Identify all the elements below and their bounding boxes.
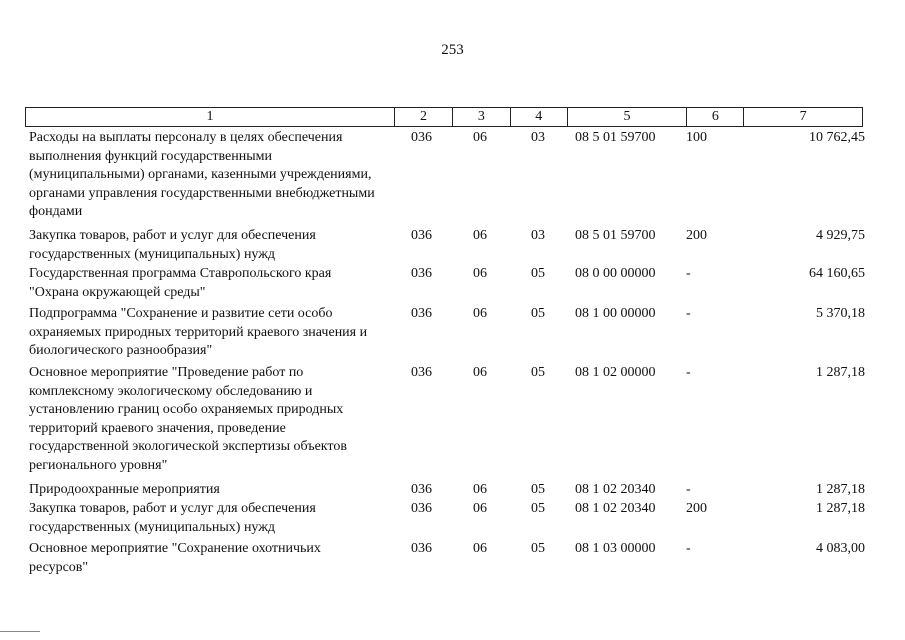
row-code-section: 06	[473, 501, 487, 516]
row-code-ministry: 036	[411, 501, 432, 516]
row-code-section: 06	[473, 130, 487, 145]
row-expense-type: -	[686, 541, 691, 556]
row-code-ministry: 036	[411, 365, 432, 380]
row-target-article: 08 1 02 00000	[575, 365, 656, 380]
row-description: Закупка товаров, работ и услуг для обеспечения государственных (муниципальных) нужд	[29, 501, 316, 535]
header-col-2: 2	[395, 108, 453, 126]
row-target-article: 08 5 01 59700	[575, 130, 656, 145]
row-amount: 1 287,18	[816, 482, 865, 497]
header-col-4: 4	[511, 108, 568, 126]
row-code-subsection: 05	[531, 541, 545, 556]
header-col-7: 7	[799, 109, 807, 124]
table-header	[25, 107, 863, 127]
row-amount: 1 287,18	[816, 501, 865, 516]
row-description: Основное мероприятие "Сохранение охотничьих ресурсов"	[29, 541, 321, 575]
row-description: Основное мероприятие "Проведение работ по комплексному экологическому обследованию и установлению границ особо охраняемых природных территорий краевого значения, проведение государственной экологической экспертизы объектов регионального уровня"	[29, 365, 347, 473]
row-code-subsection: 05	[531, 501, 545, 516]
row-description: Расходы на выплаты персоналу в целях обеспечения выполнения функций государственными (муниципальными) органами, казенными учреждениями, органами управления государственными внебюджетными фондами	[29, 130, 375, 219]
page-edge-mark	[0, 631, 40, 632]
row-code-section: 06	[473, 266, 487, 281]
row-code-ministry: 036	[411, 228, 432, 243]
row-expense-type: 200	[686, 228, 707, 243]
row-description: Подпрограмма "Сохранение и развитие сети особо охраняемых природных территорий краевого значения и биологического разнообразия"	[29, 306, 368, 358]
row-expense-type: -	[686, 482, 691, 497]
row-code-section: 06	[473, 228, 487, 243]
row-description: Закупка товаров, работ и услуг для обеспечения государственных (муниципальных) нужд	[29, 228, 316, 262]
row-expense-type: 200	[686, 501, 707, 516]
row-code-subsection: 03	[531, 228, 545, 243]
row-amount: 4 083,00	[816, 541, 865, 556]
row-amount: 10 762,45	[809, 130, 865, 145]
row-code-ministry: 036	[411, 130, 432, 145]
row-code-ministry: 036	[411, 266, 432, 281]
row-expense-type: -	[686, 365, 691, 380]
row-target-article: 08 1 00 00000	[575, 306, 656, 321]
row-expense-type: 100	[686, 130, 707, 145]
row-code-subsection: 03	[531, 130, 545, 145]
row-target-article: 08 1 03 00000	[575, 541, 656, 556]
row-code-subsection: 05	[531, 306, 545, 321]
row-code-ministry: 036	[411, 306, 432, 321]
row-target-article: 08 0 00 00000	[575, 266, 656, 281]
row-description: Государственная программа Ставропольского края "Охрана окружающей среды"	[29, 266, 332, 300]
row-amount: 1 287,18	[816, 365, 865, 380]
row-amount: 4 929,75	[816, 228, 865, 243]
row-amount: 64 160,65	[809, 266, 865, 281]
row-target-article: 08 1 02 20340	[575, 482, 656, 497]
row-description: Природоохранные мероприятия	[29, 482, 220, 497]
header-col-6: 6	[687, 108, 744, 126]
row-code-subsection: 05	[531, 365, 545, 380]
row-target-article: 08 1 02 20340	[575, 501, 656, 516]
row-amount: 5 370,18	[816, 306, 865, 321]
header-col-5: 5	[568, 108, 688, 126]
row-code-subsection: 05	[531, 266, 545, 281]
row-code-section: 06	[473, 541, 487, 556]
row-code-ministry: 036	[411, 482, 432, 497]
row-expense-type: -	[686, 306, 691, 321]
row-code-section: 06	[473, 482, 487, 497]
row-code-section: 06	[473, 306, 487, 321]
header-col-1: 1	[26, 108, 395, 126]
row-code-section: 06	[473, 365, 487, 380]
row-expense-type: -	[686, 266, 691, 281]
page-number: 253	[441, 42, 464, 58]
header-col-3: 3	[453, 108, 511, 126]
row-code-subsection: 05	[531, 482, 545, 497]
row-code-ministry: 036	[411, 541, 432, 556]
row-target-article: 08 5 01 59700	[575, 228, 656, 243]
